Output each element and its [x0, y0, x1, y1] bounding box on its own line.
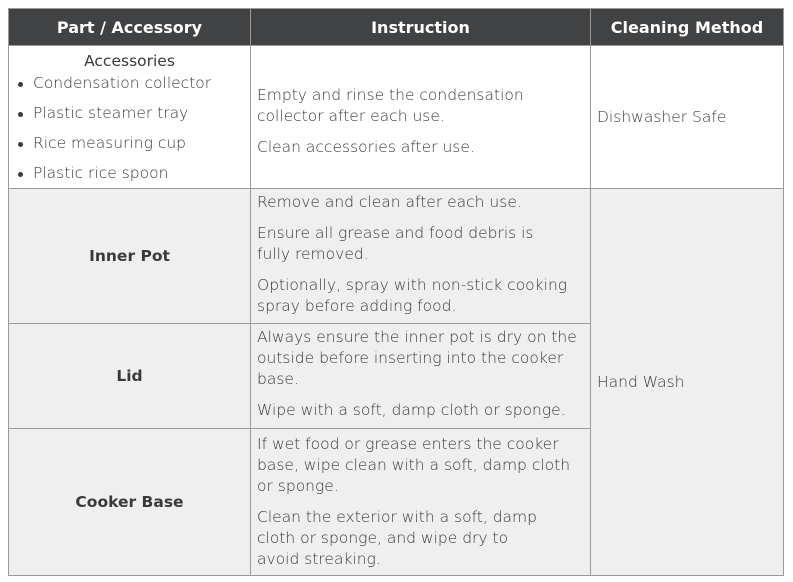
accessories-instruction [250, 45, 591, 189]
lid-instruction [250, 323, 591, 429]
list-item: Plastic steamer tray [9, 103, 250, 124]
header-instruction: Instruction [250, 8, 591, 46]
instruction-text: Wipe with a soft, damp cloth or sponge. [257, 401, 566, 419]
instruction-text: Clean the exterior with a soft, damp cloth or sponge, and wipe dry to avoid streaking. [257, 508, 537, 568]
part-inner-pot: Inner Pot [8, 188, 251, 324]
instruction-text: Clean accessories after use. [257, 137, 475, 156]
inner-pot-instruction [250, 188, 591, 324]
list-item: Plastic rice spoon [9, 163, 250, 184]
accessories-list [9, 73, 250, 184]
part-cooker-base: Cooker Base [8, 428, 251, 576]
instruction-text: Always ensure the inner pot is dry on the outside before inserting into the cooker base. [257, 328, 577, 388]
instruction-text: Ensure all grease and food debris is fully removed. [257, 224, 534, 263]
cooker-base-instruction [250, 428, 591, 576]
instruction-text: Optionally, spray with non-stick cooking spray before adding food. [257, 276, 568, 315]
header-part: Part / Accessory [8, 8, 251, 46]
list-item: Rice measuring cup [9, 133, 250, 154]
list-item: Condensation collector [9, 73, 250, 94]
part-lid: Lid [8, 323, 251, 429]
accessories-title: Accessories [84, 52, 175, 70]
accessories-cell [8, 45, 251, 189]
instruction-text: If wet food or grease enters the cooker base, wipe clean with a soft, damp cloth or sponge. [257, 435, 571, 495]
header-method: Cleaning Method [590, 8, 784, 46]
method-dishwasher-safe: Dishwasher Safe [590, 45, 784, 189]
instruction-text: Empty and rinse the condensation collector after each use. [257, 85, 524, 125]
method-hand-wash: Hand Wash [590, 188, 784, 576]
instruction-text: Remove and clean after each use. [257, 193, 522, 211]
